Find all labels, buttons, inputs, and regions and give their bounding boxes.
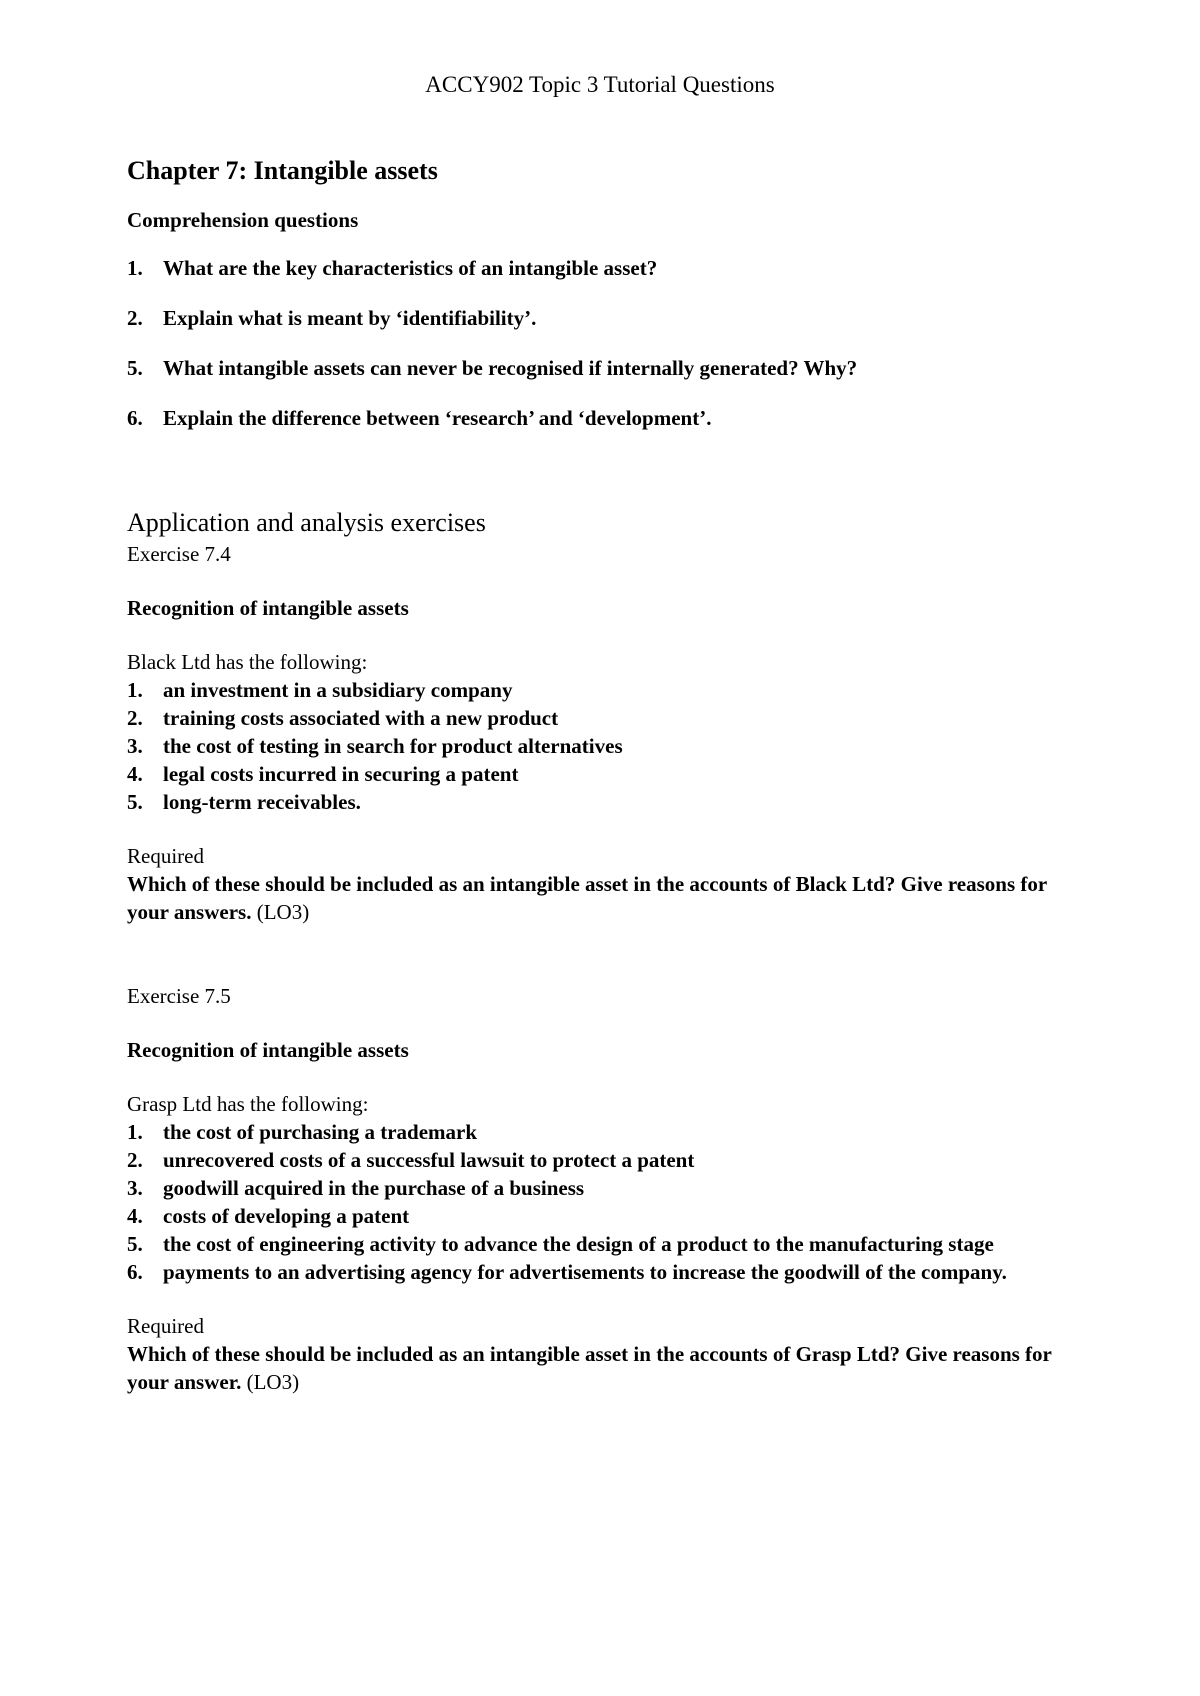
- list-item: [127, 1202, 1087, 1230]
- learning-outcome: (LO3): [251, 900, 310, 924]
- item-number: 1.: [127, 678, 143, 702]
- exercise-intro: Black Ltd has the following:: [127, 650, 368, 674]
- item-text: payments to an advertising agency for advertisements to increase the goodwill of the company.: [163, 1260, 1007, 1284]
- chapter-title: Chapter 7: Intangible assets: [127, 156, 438, 185]
- item-text: the cost of engineering activity to advance the design of a product to the manufacturing stage: [163, 1232, 994, 1256]
- item-number: 3.: [127, 734, 143, 758]
- question-item: [127, 254, 1087, 282]
- exercise-7-4: [127, 540, 1087, 926]
- item-text: an investment in a subsidiary company: [163, 678, 513, 702]
- list-item: [127, 1230, 1087, 1258]
- exercise-label: Exercise 7.5: [127, 984, 231, 1008]
- required-question: Which of these should be included as an intangible asset in the accounts of Grasp Ltd? Give reasons for your answer.: [127, 1342, 1052, 1394]
- exercise-label: Exercise 7.4: [127, 542, 231, 566]
- item-text: long-term receivables.: [163, 790, 361, 814]
- document-body: [127, 154, 1087, 1396]
- comprehension-question-list: [127, 254, 1087, 432]
- item-text: the cost of testing in search for product alternatives: [163, 734, 623, 758]
- list-item: [127, 1174, 1087, 1202]
- item-text: the cost of purchasing a trademark: [163, 1120, 478, 1144]
- list-item: [127, 1258, 1087, 1286]
- application-section-title: Application and analysis exercises: [127, 508, 486, 537]
- required-label: Required: [127, 844, 204, 868]
- list-item: [127, 732, 1087, 760]
- item-number: 2.: [127, 1148, 143, 1172]
- item-number: 4.: [127, 1204, 143, 1228]
- item-number: 1.: [127, 1120, 143, 1144]
- question-text: What are the key characteristics of an intangible asset?: [163, 256, 658, 280]
- question-text: What intangible assets can never be recognised if internally generated? Why?: [163, 356, 858, 380]
- list-item: [127, 1146, 1087, 1174]
- exercise-item-list: [127, 676, 1087, 816]
- comprehension-heading: Comprehension questions: [127, 208, 359, 232]
- question-text: Explain the difference between ‘research’ and ‘development’.: [163, 406, 712, 430]
- question-number: 1.: [127, 256, 143, 280]
- exercise-item-list: [127, 1118, 1087, 1286]
- list-item: [127, 788, 1087, 816]
- question-item: [127, 404, 1087, 432]
- required-text: [127, 870, 1087, 926]
- question-item: [127, 354, 1087, 382]
- exercise-heading: Recognition of intangible assets: [127, 596, 409, 620]
- item-text: training costs associated with a new product: [163, 706, 559, 730]
- required-label: Required: [127, 1314, 204, 1338]
- list-item: [127, 704, 1087, 732]
- list-item: [127, 1118, 1087, 1146]
- item-text: legal costs incurred in securing a patent: [163, 762, 519, 786]
- list-item: [127, 676, 1087, 704]
- exercise-heading: Recognition of intangible assets: [127, 1038, 409, 1062]
- exercise-intro: Grasp Ltd has the following:: [127, 1092, 369, 1116]
- question-number: 5.: [127, 356, 143, 380]
- item-number: 2.: [127, 706, 143, 730]
- item-number: 3.: [127, 1176, 143, 1200]
- page-header: ACCY902 Topic 3 Tutorial Questions: [425, 72, 775, 97]
- learning-outcome: (LO3): [241, 1370, 300, 1394]
- question-number: 6.: [127, 406, 143, 430]
- item-number: 4.: [127, 762, 143, 786]
- item-number: 5.: [127, 1232, 143, 1256]
- item-number: 5.: [127, 790, 143, 814]
- list-item: [127, 760, 1087, 788]
- required-question: Which of these should be included as an intangible asset in the accounts of Black Ltd? Give reasons for your answers.: [127, 872, 1047, 924]
- item-text: goodwill acquired in the purchase of a business: [163, 1176, 585, 1200]
- required-text: [127, 1340, 1087, 1396]
- item-text: unrecovered costs of a successful lawsuit to protect a patent: [163, 1148, 695, 1172]
- item-text: costs of developing a patent: [163, 1204, 410, 1228]
- exercise-7-5: [127, 982, 1087, 1396]
- question-text: Explain what is meant by ‘identifiability’.: [163, 306, 537, 330]
- item-number: 6.: [127, 1260, 143, 1284]
- question-item: [127, 304, 1087, 332]
- question-number: 2.: [127, 306, 143, 330]
